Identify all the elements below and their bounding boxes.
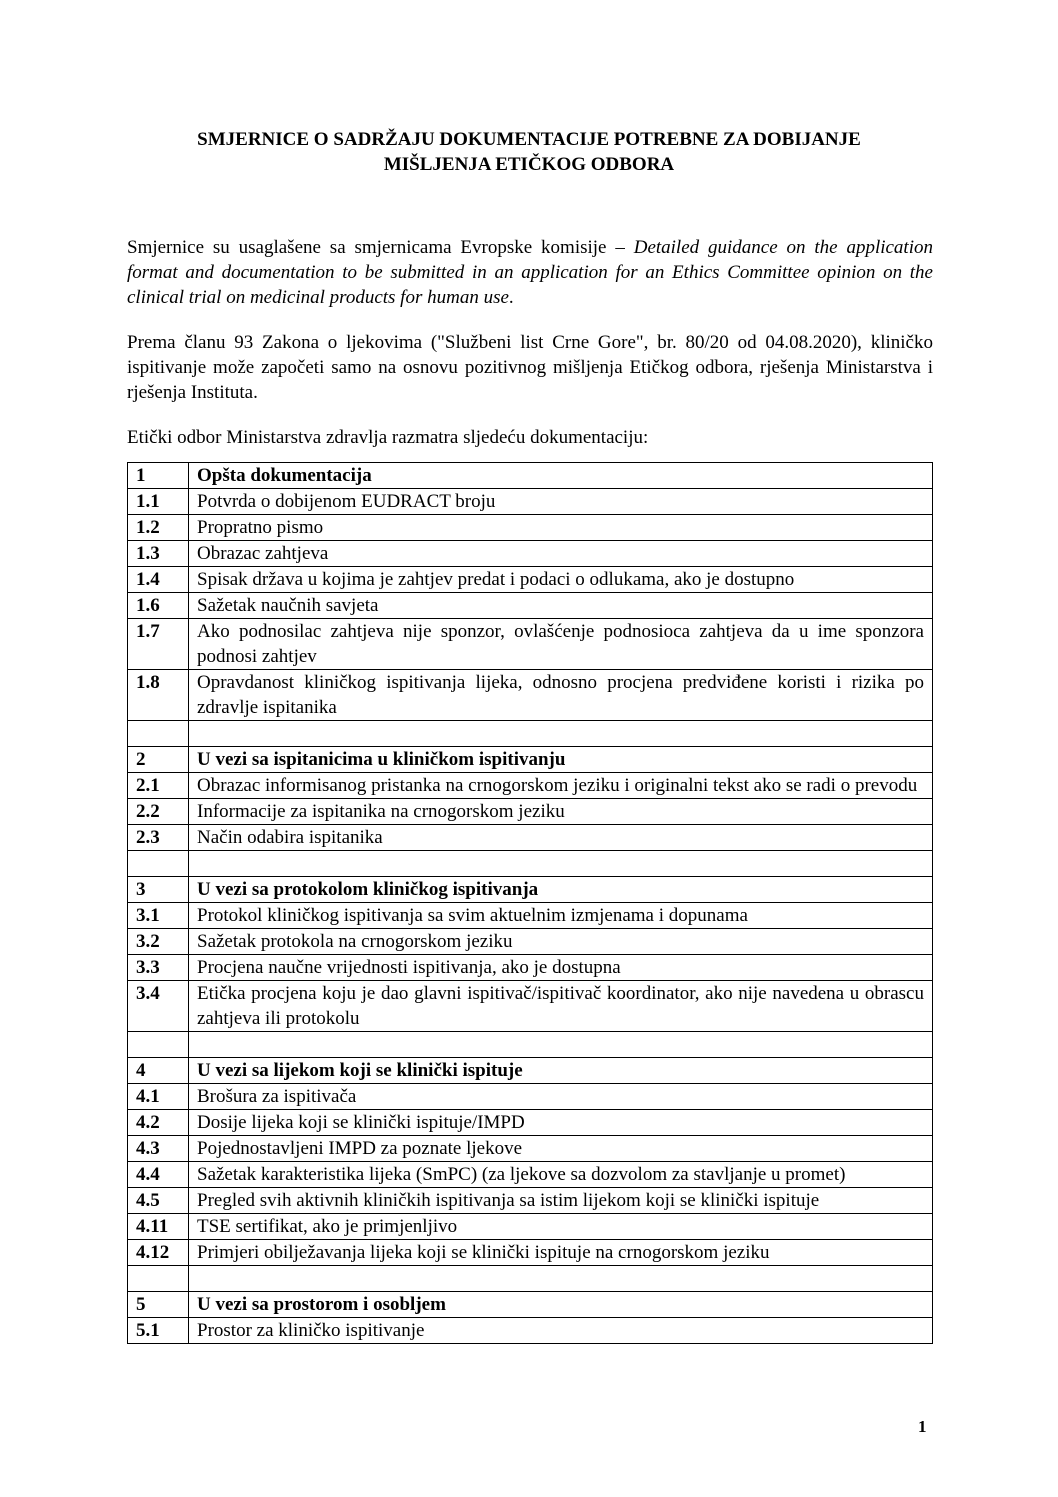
table-section-row — [128, 747, 933, 773]
table-section-row — [128, 1292, 933, 1318]
table-row — [128, 515, 933, 541]
row-number: 4.11 — [128, 1214, 189, 1240]
row-description — [189, 1266, 933, 1292]
intro-text: Smjernice su usaglašene sa smjernicama Evropske komisije – — [127, 237, 634, 258]
table-row — [128, 1214, 933, 1240]
table-row — [128, 799, 933, 825]
table-row — [128, 567, 933, 593]
row-description: Primjeri obilježavanja lijeka koji se klinički ispituje na crnogorskom jeziku — [189, 1240, 933, 1266]
row-number: 3.1 — [128, 903, 189, 929]
row-description: Prostor za kliničko ispitivanje — [189, 1318, 933, 1344]
row-number: 4.12 — [128, 1240, 189, 1266]
row-number — [128, 851, 189, 877]
row-number: 4.2 — [128, 1110, 189, 1136]
row-number: 3 — [128, 877, 189, 903]
table-section-row — [128, 463, 933, 489]
table-empty-row — [128, 1032, 933, 1058]
row-number: 3.4 — [128, 981, 189, 1032]
page-number: 1 — [918, 1417, 927, 1436]
intro-paragraph-committee: Etički odbor Ministarstva zdravlja razmatra sljedeću dokumentaciju: — [127, 427, 649, 448]
row-description: Propratno pismo — [189, 515, 933, 541]
row-description — [189, 1032, 933, 1058]
table-empty-row — [128, 851, 933, 877]
row-number: 3.3 — [128, 955, 189, 981]
table-row — [128, 1188, 933, 1214]
table-section-row — [128, 1058, 933, 1084]
row-description: Dosije lijeka koji se klinički ispituje/IMPD — [189, 1110, 933, 1136]
row-number: 2.2 — [128, 799, 189, 825]
row-number: 5 — [128, 1292, 189, 1318]
row-description: Etička procjena koju je dao glavni ispitivač/ispitivač koordinator, ako nije navedena u obrascu zahtjeva ili protokolu — [189, 981, 933, 1032]
table-section-row — [128, 877, 933, 903]
table-row — [128, 1162, 933, 1188]
table-row — [128, 541, 933, 567]
row-description — [189, 851, 933, 877]
table-empty-row — [128, 721, 933, 747]
table-row — [128, 773, 933, 799]
row-number: 4 — [128, 1058, 189, 1084]
row-number: 2.1 — [128, 773, 189, 799]
row-number: 1.3 — [128, 541, 189, 567]
documentation-table — [127, 462, 933, 1344]
row-description: U vezi sa lijekom koji se klinički ispituje — [189, 1058, 933, 1084]
table-row — [128, 1084, 933, 1110]
row-description: Informacije za ispitanika na crnogorskom jeziku — [189, 799, 933, 825]
row-description: U vezi sa prostorom i osobljem — [189, 1292, 933, 1318]
title-line-2: MIŠLJENJA ETIČKOG ODBORA — [383, 154, 675, 175]
row-description: Procjena naučne vrijednosti ispitivanja, ako je dostupna — [189, 955, 933, 981]
row-number: 1.1 — [128, 489, 189, 515]
row-number: 5.1 — [128, 1318, 189, 1344]
row-number: 1.8 — [128, 670, 189, 721]
table-empty-row — [128, 1266, 933, 1292]
row-number — [128, 1266, 189, 1292]
row-description: Opšta dokumentacija — [189, 463, 933, 489]
row-description: Protokol kliničkog ispitivanja sa svim aktuelnim izmjenama i dopunama — [189, 903, 933, 929]
row-description: Sažetak karakteristika lijeka (SmPC) (za ljekove sa dozvolom za stavljanje u promet) — [189, 1162, 933, 1188]
row-description: Opravdanost kliničkog ispitivanja lijeka, odnosno procjena predviđene koristi i rizika po zdravlje ispitanika — [189, 670, 933, 721]
row-description — [189, 721, 933, 747]
row-description: Ako podnosilac zahtjeva nije sponzor, ovlašćenje podnosioca zahtjeva da u ime sponzora podnosi zahtjev — [189, 619, 933, 670]
row-number: 1.7 — [128, 619, 189, 670]
row-description: Način odabira ispitanika — [189, 825, 933, 851]
row-number: 4.3 — [128, 1136, 189, 1162]
table-row — [128, 903, 933, 929]
table-row — [128, 1318, 933, 1344]
row-description: Brošura za ispitivača — [189, 1084, 933, 1110]
row-number: 2.3 — [128, 825, 189, 851]
row-number: 2 — [128, 747, 189, 773]
table-row — [128, 1110, 933, 1136]
row-description: Sažetak protokola na crnogorskom jeziku — [189, 929, 933, 955]
intro-paragraph-law: Prema članu 93 Zakona o ljekovima ("Službeni list Crne Gore", br. 80/20 od 04.08.2020), kliničko ispitivanje može započeti samo na osnovu pozitivnog mišljenja Etičkog odbora, rješenja Ministarstva i rješenja Instituta. — [127, 332, 933, 403]
row-description: Pregled svih aktivnih kliničkih ispitivanja sa istim lijekom koji se klinički ispituje — [189, 1188, 933, 1214]
title-line-1: SMJERNICE O SADRŽAJU DOKUMENTACIJE POTREBNE ZA DOBIJANJE — [197, 129, 861, 150]
row-description: TSE sertifikat, ako je primjenljivo — [189, 1214, 933, 1240]
row-description: Obrazac zahtjeva — [189, 541, 933, 567]
intro-paragraph-guidelines — [127, 235, 933, 310]
table-row — [128, 929, 933, 955]
row-description: Sažetak naučnih savjeta — [189, 593, 933, 619]
table-row — [128, 1136, 933, 1162]
row-number: 1 — [128, 463, 189, 489]
row-description: Pojednostavljeni IMPD za poznate ljekove — [189, 1136, 933, 1162]
table-row — [128, 981, 933, 1032]
row-description: U vezi sa ispitanicima u kliničkom ispitivanju — [189, 747, 933, 773]
row-description: Obrazac informisanog pristanka na crnogorskom jeziku i originalni tekst ako se radi o prevodu — [189, 773, 933, 799]
row-description: Potvrda o dobijenom EUDRACT broju — [189, 489, 933, 515]
guidance-title: Detailed guidance on the application format and documentation to be submitted in an application for an Ethics Committee opinion on the clinical trial on medicinal products for human use — [127, 237, 933, 308]
table-row — [128, 593, 933, 619]
row-number: 1.2 — [128, 515, 189, 541]
row-number: 3.2 — [128, 929, 189, 955]
table-row — [128, 825, 933, 851]
row-number — [128, 1032, 189, 1058]
document-title — [100, 127, 958, 177]
row-number: 4.1 — [128, 1084, 189, 1110]
table-row — [128, 670, 933, 721]
row-description: U vezi sa protokolom kliničkog ispitivanja — [189, 877, 933, 903]
table-row — [128, 1240, 933, 1266]
row-number: 4.4 — [128, 1162, 189, 1188]
row-number — [128, 721, 189, 747]
intro-period: . — [508, 287, 514, 308]
row-number: 1.4 — [128, 567, 189, 593]
table-row — [128, 619, 933, 670]
table-row — [128, 955, 933, 981]
row-description: Spisak država u kojima je zahtjev predat i podaci o odlukama, ako je dostupno — [189, 567, 933, 593]
row-number: 1.6 — [128, 593, 189, 619]
table-row — [128, 489, 933, 515]
row-number: 4.5 — [128, 1188, 189, 1214]
